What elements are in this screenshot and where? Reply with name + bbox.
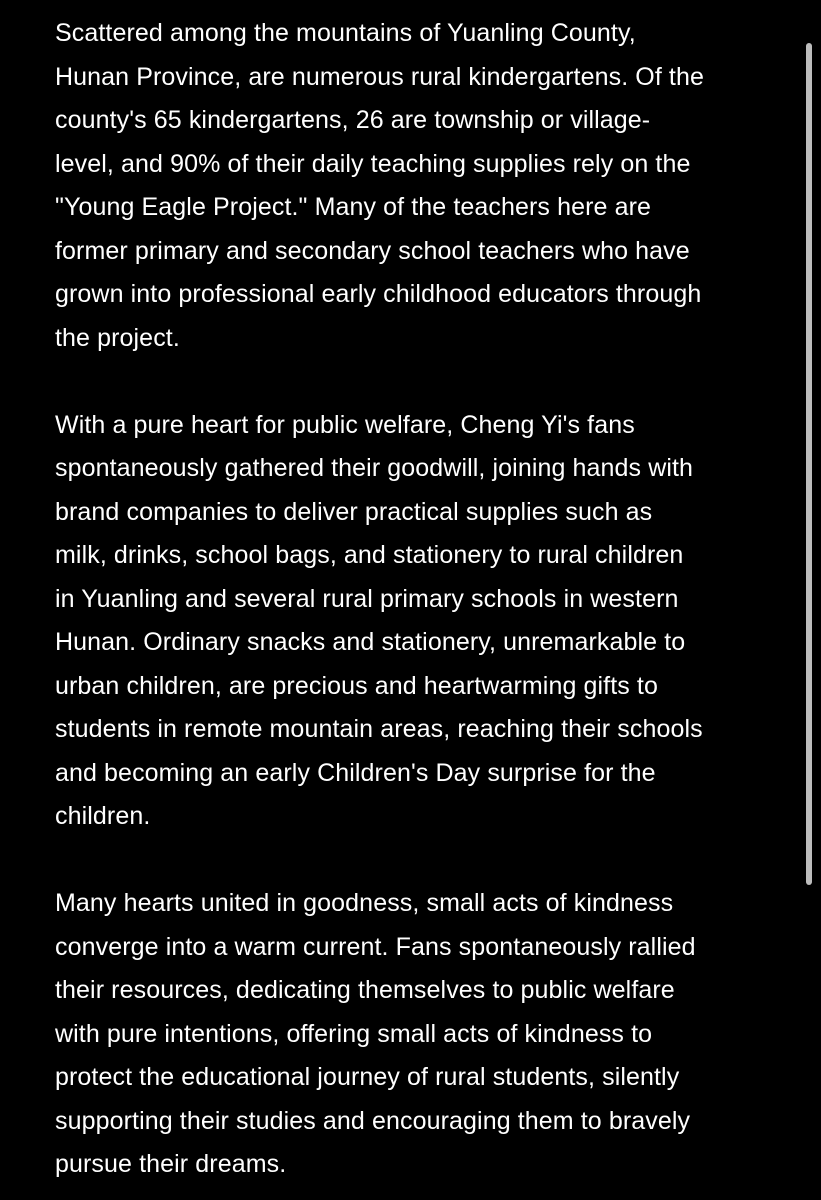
scrollbar-thumb[interactable] bbox=[806, 43, 812, 885]
vertical-scrollbar[interactable] bbox=[800, 0, 821, 1200]
paragraph-3: Many hearts united in goodness, small acts of kindness converge into a warm current. Fans spontaneously rallied their resources, dedicating themselves to public welfare with pure intentions, offering small acts of kindness to protect the educational journey of rural students, silently supporting their studies and encouraging them to bravely pursue their dreams. bbox=[55, 889, 696, 1178]
paragraph-2: With a pure heart for public welfare, Cheng Yi's fans spontaneously gathered their goodwill, joining hands with brand companies to deliver practical supplies such as milk, drinks, school bags, and stationery to rural children in Yuanling and several rural primary schools in western Hunan. Ordinary snacks and stationery, unremarkable to urban children, are precious and heartwarming gifts to students in remote mountain areas, reaching their schools and becoming an early Children's Day surprise for the children. bbox=[55, 410, 703, 830]
article-body bbox=[55, 12, 775, 1200]
paragraph-1: Scattered among the mountains of Yuanling County, Hunan Province, are numerous rural kindergartens. Of the county's 65 kindergartens, 26 are township or village- level, and 90% of their daily teaching supplies rely on the "Young Eagle Project." Many of the teachers here are former primary and secondary school teachers who have grown into professional early childhood educators through the project. bbox=[55, 19, 704, 352]
